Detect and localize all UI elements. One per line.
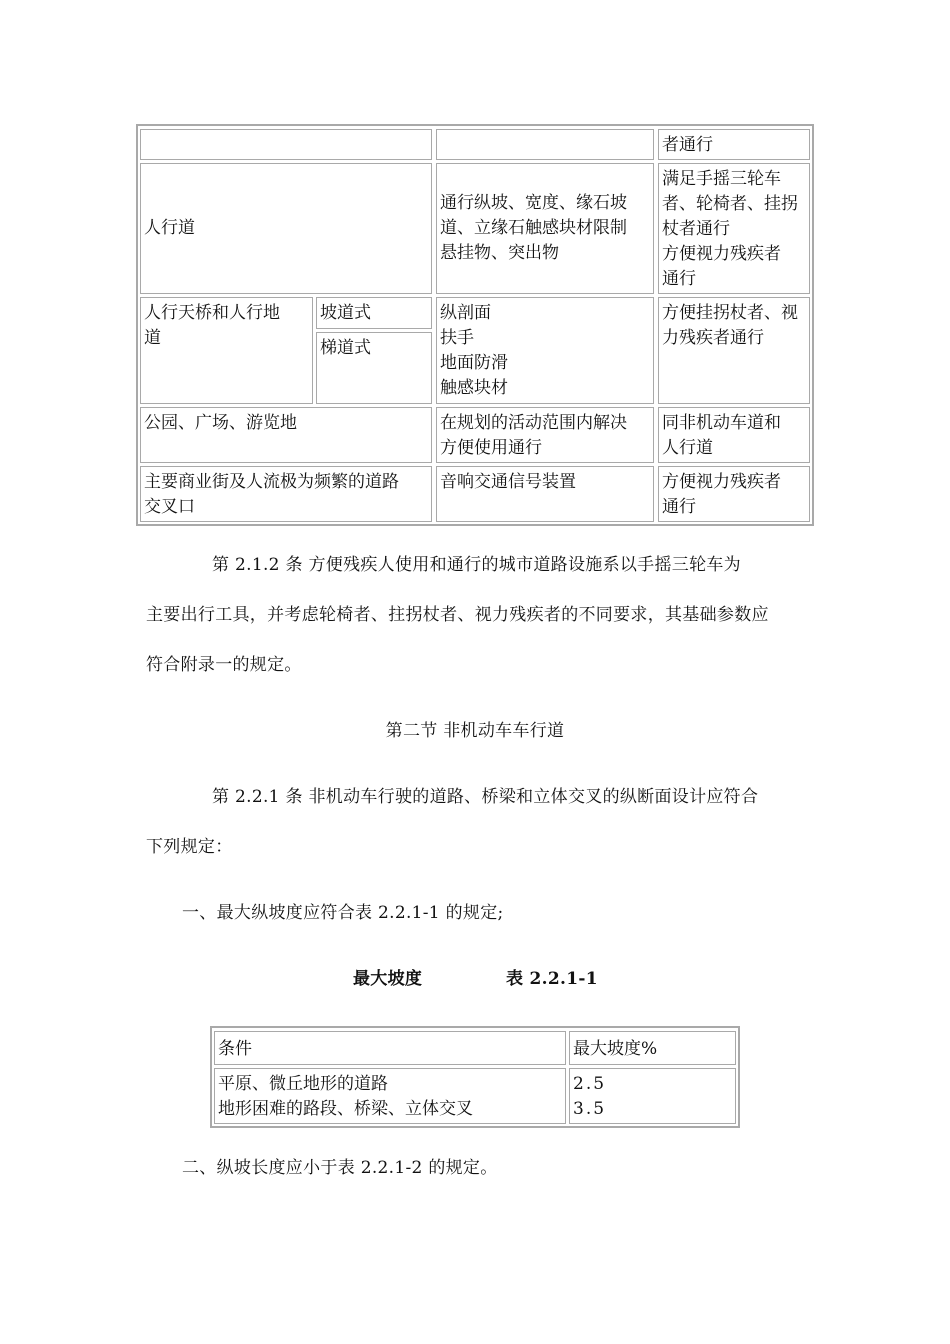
cell-text: 力残疾者通行 — [662, 328, 764, 348]
item-one: 一、最大纵坡度应符合表 2.2.1-1 的规定; — [182, 903, 504, 923]
cell-text: 平原、微丘地形的道路 — [218, 1074, 388, 1094]
table-cell — [436, 407, 654, 463]
cell-text: 音响交通信号装置 — [440, 472, 576, 492]
table-cell — [658, 466, 810, 522]
table-cell-conditions — [214, 1068, 566, 1124]
cell-text: 人行天桥和人行地 — [144, 303, 280, 323]
table-cell-stairs — [316, 332, 432, 404]
header-text: 最大坡度% — [573, 1039, 658, 1059]
cell-text: 同非机动车道和 — [662, 413, 781, 433]
cell-text: 者、轮椅者、挂拐 — [662, 194, 798, 214]
table-cell — [140, 129, 432, 160]
cell-text: 地面防滑 — [440, 353, 508, 373]
table-cell — [140, 407, 432, 463]
cell-text: 触感块材 — [440, 378, 508, 398]
table-cell — [436, 129, 654, 160]
table-cell — [436, 297, 654, 404]
header-text: 条件 — [218, 1039, 252, 1059]
cell-text: 满足手摇三轮车 — [662, 169, 781, 189]
cell-text: 地形困难的路段、桥梁、立体交叉 — [218, 1099, 473, 1119]
paragraph-2-2-1-line2: 下列规定： — [146, 837, 233, 857]
cell-text: 梯道式 — [320, 338, 371, 358]
table-cell — [140, 297, 313, 404]
cell-text: 方便使用通行 — [440, 438, 542, 458]
cell-text: 坡道式 — [320, 303, 371, 323]
paragraph-2-1-2-line3: 符合附录一的规定。 — [146, 655, 302, 675]
paragraph-2-2-1-line1: 第 2.2.1 条 非机动车行驶的道路、桥梁和立体交叉的纵断面设计应符合 — [212, 787, 759, 807]
table-cell — [658, 163, 810, 294]
cell-text: 在规划的活动范围内解决 — [440, 413, 627, 433]
cell-text: 方便视力残疾者 — [662, 244, 781, 264]
cell-text: 悬挂物、突出物 — [440, 243, 559, 263]
cell-text: 道 — [144, 328, 161, 348]
table-header-condition — [214, 1031, 566, 1065]
table-cell — [658, 129, 810, 160]
table-cell — [658, 407, 810, 463]
cell-text: 通行纵坡、宽度、缘石坡 — [440, 193, 627, 213]
cell-text: 人行道 — [144, 218, 195, 238]
cell-text: 2.5 — [573, 1074, 607, 1094]
table-title: 最大坡度 — [353, 969, 423, 989]
cell-text: 杖者通行 — [662, 219, 730, 239]
item-two: 二、纵坡长度应小于表 2.2.1-2 的规定。 — [182, 1158, 498, 1178]
table-cell — [436, 163, 654, 294]
cell-text: 扶手 — [440, 328, 474, 348]
section-title: 第二节 非机动车车行道 — [385, 721, 565, 741]
max-slope-table — [210, 1026, 740, 1128]
cell-text: 公园、广场、游览地 — [144, 413, 297, 433]
cell-text: 道、立缘石触感块材限制 — [440, 218, 627, 238]
table-cell-values — [569, 1068, 736, 1124]
cell-text: 通行 — [662, 269, 696, 289]
cell-text: 方便视力残疾者 — [662, 472, 781, 492]
table-cell-ramp — [316, 297, 432, 329]
cell-text: 者通行 — [662, 135, 713, 155]
table-header-max-slope — [569, 1031, 736, 1065]
cell-text: 纵剖面 — [440, 303, 491, 323]
cell-text: 主要商业街及人流极为频繁的道路 — [144, 472, 399, 492]
table-number: 表 2.2.1-1 — [506, 969, 598, 989]
table-cell — [140, 466, 432, 522]
table-cell — [436, 466, 654, 522]
cell-text: 人行道 — [662, 438, 713, 458]
cell-text: 交叉口 — [144, 497, 195, 517]
cell-text: 通行 — [662, 497, 696, 517]
cell-text: 方便挂拐杖者、视 — [662, 303, 798, 323]
paragraph-2-1-2-line1: 第 2.1.2 条 方便残疾人使用和通行的城市道路设施系以手摇三轮车为 — [212, 555, 741, 575]
facilities-table — [136, 124, 814, 526]
cell-text: 3.5 — [573, 1099, 607, 1119]
table-cell-sidewalk — [140, 163, 432, 294]
paragraph-2-1-2-line2: 主要出行工具，并考虑轮椅者、拄拐杖者、视力残疾者的不同要求，其基础参数应 — [146, 605, 769, 625]
table-cell — [658, 297, 810, 404]
